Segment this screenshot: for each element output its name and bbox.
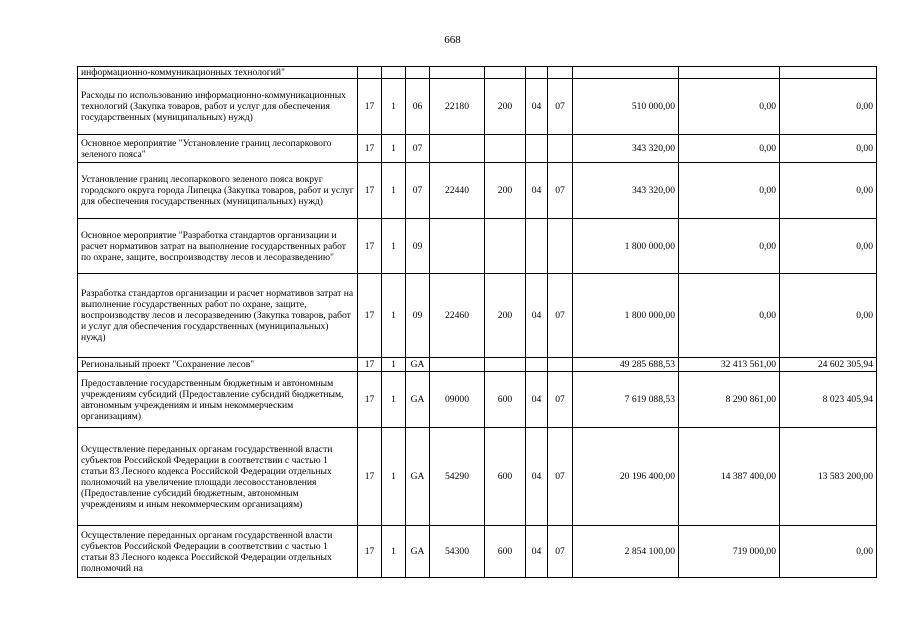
table-row (78, 372, 877, 428)
amount-cell: 0,00 (780, 219, 877, 274)
code-cell: 07 (406, 135, 430, 163)
row-description: информационно-коммуникационных технологий" (78, 67, 358, 79)
code-cell: 1 (382, 372, 406, 428)
row-description: Разработка стандартов организации и расчет нормативов затрат на выполнение государственных работ по охране, защите, воспроизводству лесов и лесоразведению (Закупка товаров, работ и услуг для обеспечения государственных (муниципальных) нужд) (78, 274, 358, 358)
table-row (78, 79, 877, 135)
code-cell: 07 (548, 163, 573, 219)
code-cell: 09000 (430, 372, 485, 428)
code-cell: 1 (382, 274, 406, 358)
code-cell: 22180 (430, 79, 485, 135)
code-cell: 17 (358, 274, 382, 358)
row-description: Установление границ лесопаркового зеленого пояса вокруг городского округа города Липецка (Закупка товаров, работ и услуг для обеспечения государственных (муниципальных) нужд) (78, 163, 358, 219)
code-cell: 1 (382, 526, 406, 578)
amount-cell: 0,00 (679, 274, 780, 358)
code-cell (548, 358, 573, 372)
code-cell (526, 219, 548, 274)
code-cell: 17 (358, 135, 382, 163)
code-cell: 200 (485, 79, 526, 135)
code-cell: 600 (485, 526, 526, 578)
code-cell: 600 (485, 428, 526, 526)
amount-cell: 510 000,00 (573, 79, 679, 135)
budget-table (77, 66, 877, 578)
code-cell: 07 (548, 372, 573, 428)
code-cell (430, 358, 485, 372)
code-cell (406, 67, 430, 79)
amount-cell: 20 196 400,00 (573, 428, 679, 526)
code-cell: GA (406, 526, 430, 578)
code-cell (430, 135, 485, 163)
code-cell: 600 (485, 372, 526, 428)
code-cell: 17 (358, 163, 382, 219)
amount-cell: 32 413 561,00 (679, 358, 780, 372)
amount-cell: 0,00 (780, 274, 877, 358)
table-row (78, 135, 877, 163)
amount-cell: 0,00 (679, 219, 780, 274)
amount-cell: 0,00 (780, 135, 877, 163)
amount-cell: 14 387 400,00 (679, 428, 780, 526)
code-cell: 04 (526, 274, 548, 358)
code-cell: 17 (358, 428, 382, 526)
table-row (78, 428, 877, 526)
amount-cell: 0,00 (780, 163, 877, 219)
code-cell: 07 (548, 274, 573, 358)
code-cell: 54290 (430, 428, 485, 526)
code-cell (430, 67, 485, 79)
amount-cell: 0,00 (679, 79, 780, 135)
amount-cell: 719 000,00 (679, 526, 780, 578)
code-cell (358, 67, 382, 79)
code-cell: 07 (548, 428, 573, 526)
table-row (78, 274, 877, 358)
code-cell: 1 (382, 428, 406, 526)
code-cell: 22460 (430, 274, 485, 358)
code-cell (485, 135, 526, 163)
code-cell: 17 (358, 358, 382, 372)
code-cell (526, 135, 548, 163)
row-description: Предоставление государственным бюджетным и автономным учреждениям субсидий (Предоставление субсидий бюджетным, автономным учреждениям и иным некоммерческим организациям) (78, 372, 358, 428)
table-row (78, 163, 877, 219)
code-cell: 04 (526, 79, 548, 135)
code-cell: 200 (485, 163, 526, 219)
code-cell (526, 358, 548, 372)
amount-cell (679, 67, 780, 79)
page-number: 668 (444, 34, 461, 46)
code-cell (548, 67, 573, 79)
amount-cell: 8 290 861,00 (679, 372, 780, 428)
code-cell: 22440 (430, 163, 485, 219)
code-cell: 09 (406, 219, 430, 274)
table-row (78, 67, 877, 79)
amount-cell: 0,00 (780, 526, 877, 578)
amount-cell: 0,00 (679, 163, 780, 219)
code-cell: 07 (548, 79, 573, 135)
code-cell: 1 (382, 219, 406, 274)
code-cell: GA (406, 372, 430, 428)
code-cell: 17 (358, 219, 382, 274)
row-description: Осуществление переданных органам государственной власти субъектов Российской Федерации в соответствии с частью 1 статьи 83 Лесного кодекса Российской Федерации отдельных полномочий на (78, 526, 358, 578)
table-row (78, 219, 877, 274)
amount-cell: 0,00 (780, 79, 877, 135)
amount-cell (573, 67, 679, 79)
code-cell: 1 (382, 358, 406, 372)
code-cell (485, 358, 526, 372)
amount-cell: 49 285 688,53 (573, 358, 679, 372)
row-description: Осуществление переданных органам государственной власти субъектов Российской Федерации в соответствии с частью 1 статьи 83 Лесного кодекса Российской Федерации отдельных полномочий на увеличение площади лесовосстановления (Предоставление субсидий бюджетным, автономным учреждениям и иным некоммерческим организациям) (78, 428, 358, 526)
code-cell: GA (406, 428, 430, 526)
code-cell (382, 67, 406, 79)
row-description: Основное мероприятие "Установление границ лесопаркового зеленого пояса" (78, 135, 358, 163)
code-cell (526, 67, 548, 79)
code-cell: 07 (548, 526, 573, 578)
code-cell: 1 (382, 79, 406, 135)
code-cell: 54300 (430, 526, 485, 578)
amount-cell: 343 320,00 (573, 163, 679, 219)
code-cell: 200 (485, 274, 526, 358)
code-cell: 09 (406, 274, 430, 358)
code-cell: 17 (358, 372, 382, 428)
code-cell (430, 219, 485, 274)
code-cell: 04 (526, 372, 548, 428)
amount-cell: 13 583 200,00 (780, 428, 877, 526)
amount-cell: 8 023 405,94 (780, 372, 877, 428)
code-cell: GA (406, 358, 430, 372)
code-cell: 04 (526, 163, 548, 219)
amount-cell: 1 800 000,00 (573, 219, 679, 274)
amount-cell (780, 67, 877, 79)
amount-cell: 24 602 305,94 (780, 358, 877, 372)
amount-cell: 1 800 000,00 (573, 274, 679, 358)
code-cell: 07 (406, 163, 430, 219)
amount-cell: 2 854 100,00 (573, 526, 679, 578)
code-cell (548, 135, 573, 163)
code-cell: 04 (526, 526, 548, 578)
amount-cell: 343 320,00 (573, 135, 679, 163)
amount-cell: 7 619 088,53 (573, 372, 679, 428)
amount-cell: 0,00 (679, 135, 780, 163)
code-cell (548, 219, 573, 274)
row-description: Расходы по использованию информационно-коммуникационных технологий (Закупка товаров, работ и услуг для обеспечения государственных (муниципальных) нужд) (78, 79, 358, 135)
table-row (78, 358, 877, 372)
code-cell: 04 (526, 428, 548, 526)
row-description: Региональный проект "Сохранение лесов" (78, 358, 358, 372)
code-cell: 06 (406, 79, 430, 135)
code-cell (485, 67, 526, 79)
code-cell: 1 (382, 135, 406, 163)
code-cell: 17 (358, 526, 382, 578)
code-cell: 1 (382, 163, 406, 219)
table-row (78, 526, 877, 578)
row-description: Основное мероприятие "Разработка стандартов организации и расчет нормативов затрат на выполнение государственных работ по охране, защите, воспроизводству лесов и лесоразведению" (78, 219, 358, 274)
code-cell: 17 (358, 79, 382, 135)
code-cell (485, 219, 526, 274)
